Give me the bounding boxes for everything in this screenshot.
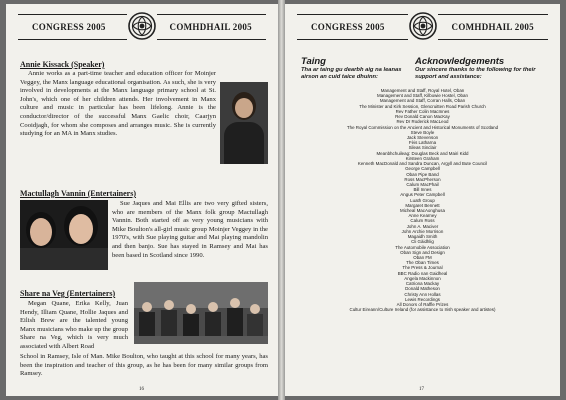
- acknowledgement-item: Management and Staff, Royal Hotel, Oban: [380, 88, 465, 93]
- header-congress-label: CONGRESS 2005: [311, 22, 385, 32]
- header-comhdhail-label: COMHDHAIL 2005: [169, 22, 252, 32]
- book-gutter: [278, 0, 285, 400]
- acknowledgement-item: Margaret Bennett: [405, 202, 440, 208]
- acknowledgement-item: Jack Stevenson: [406, 134, 439, 140]
- acknowledgement-item: Sileas Sinclair: [408, 145, 437, 151]
- header-congress-label: CONGRESS 2005: [32, 22, 106, 32]
- acknowledgement-item: The Press & Journal: [402, 265, 443, 271]
- photo-share-na-veg: [134, 282, 268, 344]
- acknowledgement-item: Oban FM: [413, 255, 432, 260]
- acknowledgement-item: BBC Radio nan Gaidheal: [397, 270, 448, 276]
- celtic-knot-emblem: [408, 11, 438, 41]
- acknowledgement-item: Catriona Mackay: [405, 281, 440, 287]
- acknowledgement-item: Meanbhchuileag: Douglas Beck and Mairi Kidd: [376, 150, 469, 156]
- acknowledgement-item: Cli Gàidhlig: [411, 239, 434, 245]
- acknowledgement-item: Christy Ann Hollas: [404, 291, 441, 297]
- acknowledgement-item: George Campbell: [405, 166, 440, 172]
- section-title-annie-kissack: Annie Kissack (Speaker): [20, 60, 105, 69]
- acknowledgement-item: Rev Dr Roderick MacLeod: [396, 119, 449, 125]
- left-page: [6, 4, 278, 396]
- right-page: [285, 4, 560, 396]
- acknowledgement-item: All Donors of Raffle Prizes: [396, 301, 449, 307]
- acknowledgement-item: Cultur Eireann/Culture Ireland (for assistance to Irish speaker and artistes): [349, 307, 496, 313]
- acknowledgement-item: Luath Group: [410, 197, 435, 203]
- acknowledgement-item: The Oban Times: [406, 260, 439, 266]
- acknowledgement-item: Rev Father Colin MacInnes: [395, 108, 450, 114]
- acknowledgement-item: Donald Matheson: [405, 286, 440, 292]
- acknowledgement-item: Anne Kearney: [408, 213, 437, 219]
- page-number-right: 17: [419, 387, 424, 392]
- acknowledgement-item: Management and Staff, Kilbowie Hostel, Oban: [377, 93, 468, 99]
- photo-annie-kissack: [220, 82, 268, 164]
- section-title-share-na-veg: Share na Veg (Entertainers): [20, 289, 116, 298]
- left-page-header: [18, 14, 266, 40]
- acknowledgement-item: Angela Mackinnon: [404, 275, 441, 281]
- section-text-share-na-veg-continued: School in Ramsey, Isle of Man. Mike Boulton, who taught at this school for many years, has been the inspiration and teacher of this group, as he has been for many similar groups from Ramsey.: [20, 353, 268, 378]
- acknowledgement-item: Magaidh Smith: [407, 234, 438, 240]
- heading-acknowledgements: Acknowledgements: [415, 56, 505, 67]
- acknowledgement-item: Oban Sign and Design: [400, 249, 445, 255]
- section-title-mactullagh-vannin: Mactullagh Vannin (Entertainers): [20, 189, 137, 198]
- acknowledgement-item: John Archie Morrison: [401, 228, 444, 234]
- acknowledgement-item: Management and Staff, Corran Halls, Oban: [379, 98, 466, 104]
- subheading-english: Our sincere thanks to the following for their support and assistance:: [415, 67, 536, 81]
- acknowledgement-item: Angus Peter Campbell: [400, 192, 445, 198]
- section-text-mactullagh-vannin: Sue Jaques and Mai Ellis are two very gifted sisters, who are members of the Manx folk group Mactullagh Vannin. Both started off as very young musicians with Mike Boulton's all-girl music group Moinjer Veggey in the 1970's, with Sue playing guitar and Mai playing mandolin and then banjo. Sue has stayed in Ramsey and Mai has been based in Scotland since 1990.: [112, 200, 268, 259]
- acknowledgement-item: Lewis Recordings: [404, 296, 441, 302]
- acknowledgement-item: Kirsteen Graham: [405, 155, 440, 161]
- acknowledgements-list: [291, 88, 554, 312]
- acknowledgement-item: Rev Donald Canon MacKay: [395, 114, 450, 120]
- acknowledgement-item: Bill Innes: [413, 187, 432, 193]
- celtic-knot-emblem: [127, 11, 157, 41]
- acknowledgement-item: The Royal Commission on the Ancient and Historical Monuments of Scotland: [346, 124, 499, 130]
- acknowledgement-item: Calum Ross: [410, 218, 435, 224]
- acknowledgement-item: Micheal MacAonghusa: [400, 208, 445, 214]
- header-comhdhail-label: COMHDHAIL 2005: [451, 22, 534, 32]
- acknowledgement-item: Fèis Latharna: [408, 140, 437, 146]
- acknowledgement-item: Steve Boyle: [410, 129, 435, 135]
- acknowledgement-item: Ross MacPherson: [404, 176, 441, 182]
- acknowledgement-item: The Minister and Kirk Session, Glencruitten Road Parish Church: [359, 103, 486, 109]
- acknowledgement-item: The Automobile Association: [395, 244, 450, 250]
- heading-taing: Taing: [301, 56, 326, 67]
- right-page-header: [297, 14, 548, 40]
- page-number-left: 16: [139, 387, 144, 392]
- subheading-gaelic: Tha ar taing gu dearbh aig na leanas airson an cuid taice dhuinn:: [301, 67, 402, 81]
- acknowledgement-item: Calum MacPhail: [406, 181, 439, 187]
- acknowledgement-item: John A. Maciver: [406, 223, 439, 229]
- photo-mactullagh-vannin: [20, 200, 108, 270]
- section-text-annie-kissack: Annie works as a part-time teacher and education officer for Moinjer Veggey, the Manx language educational organisation. As such, she is very involved in developments at the Manx language primary school at St. John's, which one of her children attends. Her involvement in Manx culture and music in particular has been lifelong. Annie is the conductor/director of the successful Manx Gaelic choir, Caarjyn Cooidjagh, for whom she composes and arranges music. She is currently studying for an MA in Manx studies.: [20, 70, 216, 138]
- section-text-share-na-veg: Megan Quane, Erika Kelly, Juan Hendy, Illiam Quane, Hollie Jaques and Eilish Brew are the talented young Manx musicians who make up the group Share na Veg, which is very much associated with Albert Road: [20, 300, 128, 350]
- acknowledgement-item: Oban Pipe Band: [406, 171, 439, 177]
- acknowledgement-item: Kenneth MacDonald and Sandra Duncan, Argyll and Bute Council: [357, 161, 488, 167]
